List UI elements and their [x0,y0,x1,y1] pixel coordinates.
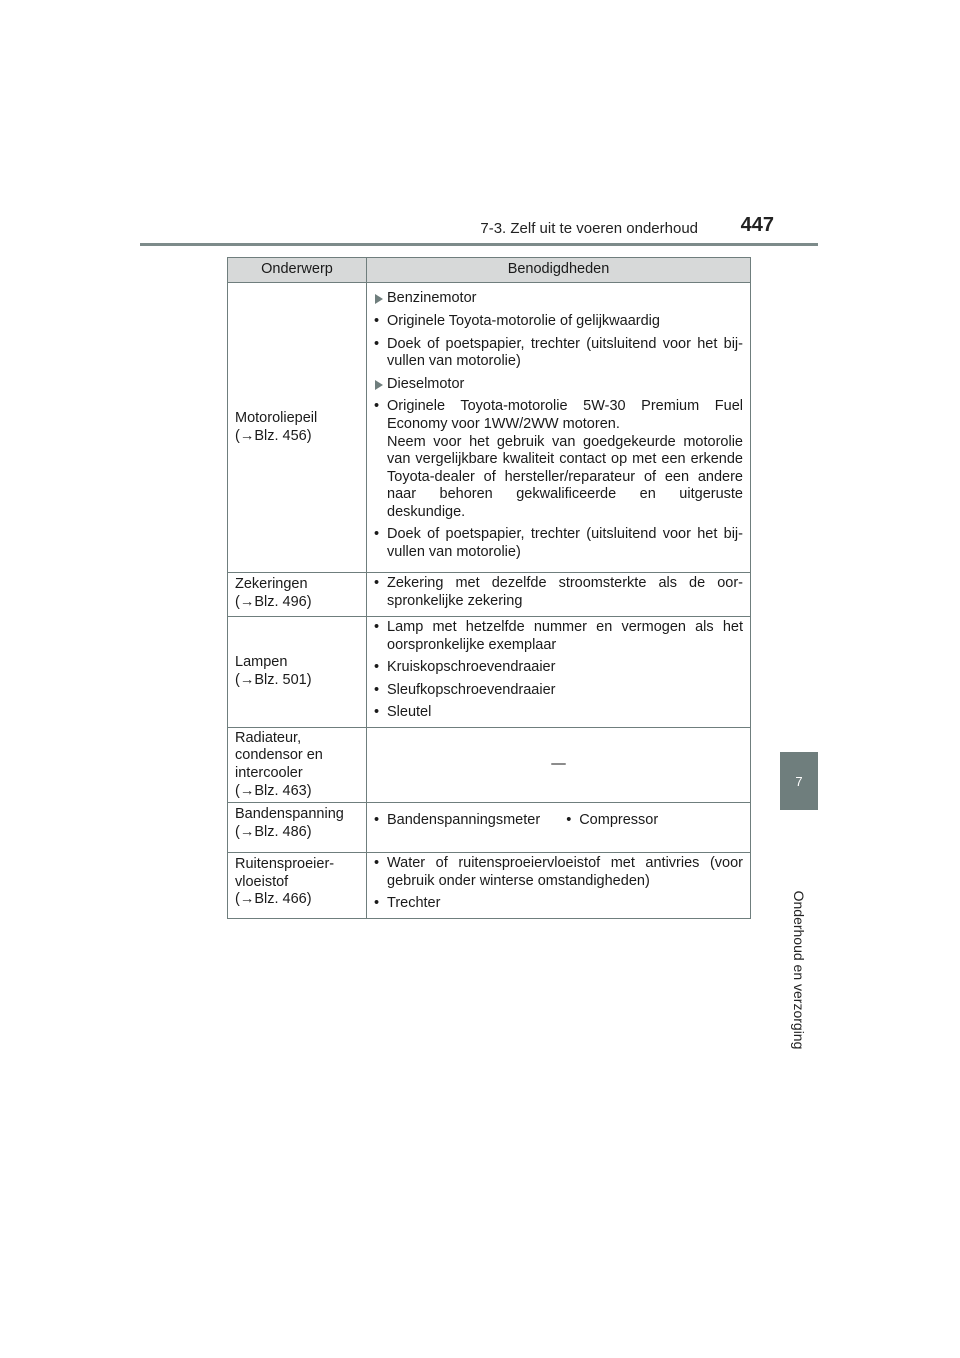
requirements-cell [367,727,751,802]
list-item: • Bandenspanningsmeter [374,812,540,830]
not-applicable-dash: — [551,756,566,773]
requirements-cell [367,852,751,918]
triangle-marker-icon [375,294,383,304]
item-cell [228,727,367,802]
list-item [374,398,743,521]
item-name: Lampen [235,654,288,671]
requirements-cell [367,573,751,617]
table-row [228,283,751,573]
requirements-cell [367,283,751,573]
table-row [228,852,751,918]
item-name: Motoroliepeil [235,409,318,426]
list-item: • Originele Toyota-motorolie of gelijkwaardig [374,313,743,331]
item-cell [228,573,367,617]
page-reference: (→Blz. 496) [235,593,312,610]
chapter-number: 7 [795,773,803,789]
list-item: • Water of ruitensproeiervloeistof met antivries (voor gebruik onder winterse omstandigheden) [374,855,743,890]
item-cell [228,802,367,852]
list-item: • Sleutel [374,704,743,722]
list-item: • Doek of poetspapier, trechter (uitsluitend voor het bij-vullen van motorolie) [374,336,743,371]
item-name: condensor en [235,747,323,764]
table-row [228,617,751,728]
item-name: intercooler [235,764,303,781]
page-reference: (→Blz. 466) [235,891,312,908]
page-reference: (→Blz. 456) [235,427,312,444]
header-benodigdheden: Benodigdheden [367,258,751,283]
table-row [228,573,751,617]
list-item: • Trechter [374,895,743,913]
table-row [228,802,751,852]
engine-type-heading [374,290,743,308]
list-item-continuation: Neem voor het gebruik van goedgekeurde motorolie van vergelijkbare kwaliteit contact op met een erkende Toyota-dealer of hersteller/reparateur of een andere naar behoren gekwalificeerde en uitgeruste deskundige. [387,433,743,520]
chapter-tab [780,752,818,810]
table-row [228,727,751,802]
heading-text: Benzinemotor [387,290,477,307]
item-name: Bandenspanning [235,805,344,822]
list-item: • Sleufkopschroevendraaier [374,682,743,700]
item-cell [228,283,367,573]
item-name: Ruitensproeier- [235,855,335,872]
list-item: • Compressor [566,812,658,830]
requirements-cell [367,617,751,728]
requirements-cell [367,802,751,852]
list-item: • Kruiskopschroevendraaier [374,659,743,677]
triangle-marker-icon [375,380,383,390]
item-cell [228,617,367,728]
list-item: • Zekering met dezelfde stroomsterkte als de oor-spronkelijke zekering [374,575,743,610]
section-title: 7-3. Zelf uit te voeren onderhoud [480,220,698,237]
heading-text: Dieselmotor [387,375,465,392]
list-item: • Lamp met hetzelfde nummer en vermogen als het oorspronkelijke exemplaar [374,619,743,654]
item-name: Zekeringen [235,576,308,592]
page-number: 447 [740,214,774,236]
header-onderwerp: Onderwerp [228,258,367,283]
page-reference: (→Blz. 501) [235,671,312,688]
header-rule [140,243,818,246]
engine-type-heading [374,376,743,394]
page-reference: (→Blz. 486) [235,823,312,840]
page-reference: (→Blz. 463) [235,782,312,799]
list-item: • Doek of poetspapier, trechter (uitsluitend voor het bij-vullen van motorolie) [374,526,743,561]
list-item-text: Originele Toyota-motorolie 5W-30 Premium Fuel Economy voor 1WW/2WW motoren. [387,398,743,432]
chapter-title: Onderhoud en verzorging [791,890,807,1050]
table-header-row [228,258,751,283]
item-name: vloeistof [235,873,289,890]
maintenance-supplies-table [227,257,751,919]
item-name: Radiateur, [235,729,302,746]
item-cell [228,852,367,918]
